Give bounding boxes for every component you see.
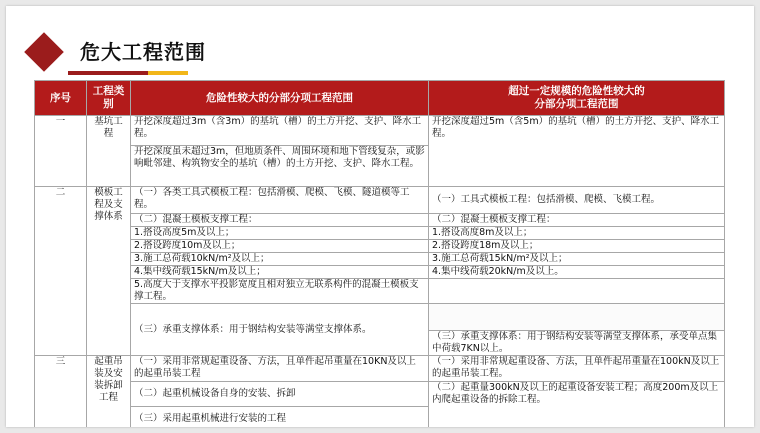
cell-b-empty [429, 279, 725, 304]
table-row [35, 304, 725, 331]
cell-b: （二）混凝土模板支撑工程： [429, 214, 725, 227]
cell-b: （二）起重量300kN及以上的起重设备安装工程；高度200m及以上内爬起重设备的拆除工程。 [429, 382, 725, 428]
page-title: 危大工程范围 [80, 40, 206, 64]
table-row [35, 279, 725, 304]
cell-b: （一）工具式模板工程：包括滑模、爬模、飞模工程。 [429, 187, 725, 214]
cell-b: 1.搭设高度8m及以上； [429, 227, 725, 240]
table-row [35, 356, 725, 382]
header-col-b-line1: 超过一定规模的危险性较大的 [508, 85, 645, 97]
header-col-a: 危险性较大的分部分项工程范围 [131, 81, 429, 116]
cell-a: （一）采用非常规起重设备、方法，且单件起吊重量在10KN及以上的起重吊装工程 [131, 356, 429, 382]
table-row [35, 240, 725, 253]
cell-a: 2.搭设跨度10m及以上； [131, 240, 429, 253]
table-row [35, 382, 725, 407]
table-row [35, 266, 725, 279]
row-number: 三 [35, 356, 87, 428]
row-number: 二 [35, 187, 87, 356]
row-category: 模板工程及支撑体系 [87, 187, 131, 356]
cell-a: （三）承重支撑体系：用于钢结构安装等满堂支撑体系。 [131, 304, 429, 356]
title-underline-red [68, 71, 148, 75]
cell-b: （一）采用非常规起重设备、方法，且单件起吊重量在100kN及以上的起重吊装工程。 [429, 356, 725, 382]
title-underline-yellow [148, 71, 188, 75]
scope-table [34, 80, 725, 427]
cell-a: 开挖深度超过3m（含3m）的基坑（槽）的土方开挖、支护、降水工程。 [131, 116, 429, 146]
cell-a: （二）起重机械设备自身的安装、拆卸 [131, 382, 429, 407]
table-row [35, 116, 725, 146]
cell-a: （一）各类工具式模板工程：包括滑模、爬模、飞模、隧道模等工程。 [131, 187, 429, 214]
table-header-row [35, 81, 725, 116]
cell-b: 4.集中线荷载20kN/m及以上。 [429, 266, 725, 279]
table-row [35, 214, 725, 227]
cell-b: （三）承重支撑体系：用于钢结构安装等满堂支撑体系，承受单点集中荷载7KN以上。 [429, 331, 725, 356]
cell-a: 4.集中线荷载15kN/m及以上； [131, 266, 429, 279]
header-col-b-line2: 分部分项工程范围 [534, 98, 619, 110]
cell-a: 5.高度大于支撑水平投影宽度且相对独立无联系构件的混凝土模板支撑工程。 [131, 279, 429, 304]
cell-a: （三）采用起重机械进行安装的工程 [131, 407, 429, 428]
cell-a: 1.搭设高度5m及以上； [131, 227, 429, 240]
row-category: 基坑工程 [87, 116, 131, 187]
table-row [35, 227, 725, 240]
header-category: 工程类别 [87, 81, 131, 116]
cell-b: 2.搭设跨度18m及以上； [429, 240, 725, 253]
header-col-b [429, 81, 725, 116]
row-number: 一 [35, 116, 87, 187]
cell-a: （二）混凝土模板支撑工程： [131, 214, 429, 227]
row-category: 起重吊装及安装拆卸工程 [87, 356, 131, 428]
cell-b-empty [429, 304, 725, 331]
header-no: 序号 [35, 81, 87, 116]
diamond-logo-icon [24, 32, 64, 72]
table-row [35, 253, 725, 266]
cell-a: 3.施工总荷载10kN/m²及以上； [131, 253, 429, 266]
table-row [35, 187, 725, 214]
cell-b: 3.施工总荷载15kN/m²及以上； [429, 253, 725, 266]
slide [6, 6, 754, 427]
cell-b: 开挖深度超过5m（含5m）的基坑（槽）的土方开挖、支护、降水工程。 [429, 116, 725, 187]
cell-a: 开挖深度虽未超过3m，但地质条件、周围环境和地下管线复杂，或影响毗邻建、构筑物安全的基坑（槽）的土方开挖、支护、降水工程。 [131, 146, 429, 187]
